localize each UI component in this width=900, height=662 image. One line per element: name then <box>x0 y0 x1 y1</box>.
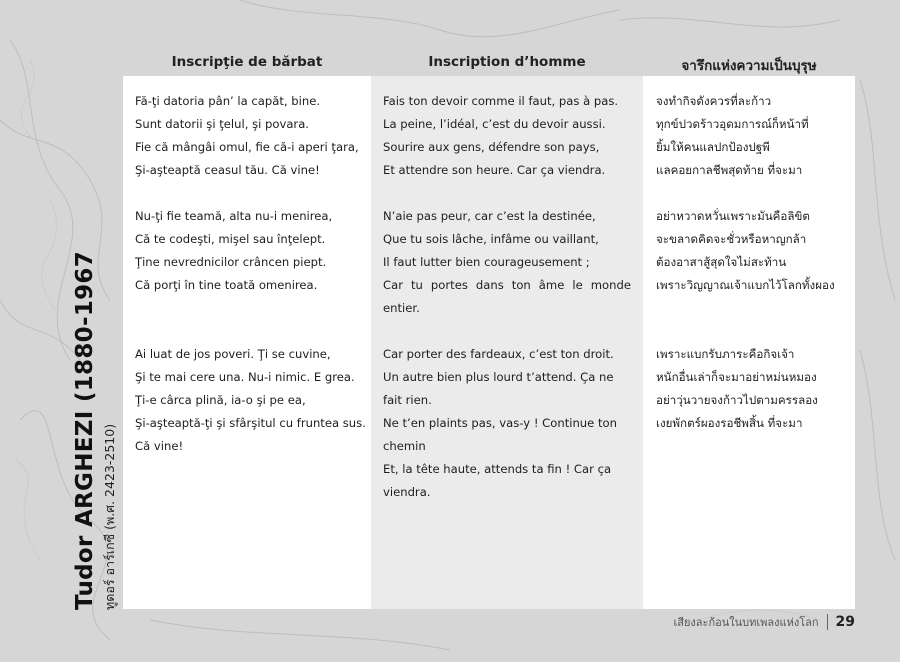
header-romanian: Inscripţie de bărbat <box>171 54 323 70</box>
column-french <box>371 76 643 609</box>
verse-line: Car tu portes dans ton âme le monde entier. <box>383 278 631 315</box>
verse-line: จะขลาดคิดจะชั่วหรือหาญกล้า <box>656 232 807 246</box>
verse-line: Fais ton devoir comme il faut, pas à pas. <box>383 94 619 108</box>
header-thai: จารึกแห่งความเป็นบุรุษ <box>681 58 817 74</box>
page-number: 29 <box>835 614 855 630</box>
verse-line: หนักอื่นเล่าก็จะมาอย่าหม่นหมอง <box>656 370 817 384</box>
verse-line: จงทำกิจดังควรที่ละก้าว <box>656 94 772 108</box>
verse-line: Ţine nevrednicilor crâncen piept. <box>135 255 327 269</box>
author-thai-name: ทูดอร์ อาร์เกซี (พ.ศ. 2423-2510) <box>102 423 117 610</box>
verse-line: Un autre bien plus lourd t’attend. Ça ne fait rien. <box>383 370 614 407</box>
column-thai <box>643 76 855 609</box>
header-french: Inscription d’homme <box>428 54 586 70</box>
verse-line: Şi-aşteaptă ceasul tău. Că vine! <box>135 163 320 177</box>
author-title <box>72 251 120 610</box>
verse-line: Et, la tête haute, attends ta fin ! Car ça viendra. <box>383 462 612 499</box>
stanza-2 <box>135 205 359 297</box>
verse-line: Că porţi în tine toată omenirea. <box>135 278 318 292</box>
verse-line: Car porter des fardeaux, c’est ton droit. <box>383 347 614 361</box>
verse-line: Il faut lutter bien courageusement ; <box>383 255 590 269</box>
stanza-1 <box>383 90 631 182</box>
verse-line: Que tu sois lâche, infâme ou vaillant, <box>383 232 599 246</box>
stanza-2 <box>656 205 843 297</box>
verse-line: Ai luat de jos poveri. Ţi se cuvine, <box>135 347 331 361</box>
author-name: Tudor ARGHEZI (1880-1967 <box>72 250 98 610</box>
verse-line: Ne t’en plaints pas, vas-y ! Continue ton chemin <box>383 416 617 453</box>
stanza-2 <box>383 205 631 320</box>
verse-line: La peine, l’idéal, c’est du devoir aussi. <box>383 117 606 131</box>
stanza-1 <box>656 90 843 182</box>
verse-line: Şi te mai cere una. Nu-i nimic. E grea. <box>135 370 355 384</box>
verse-line: Fă-ţi datoria pân’ la capăt, bine. <box>135 94 321 108</box>
stanza-3 <box>656 343 843 435</box>
stanza-3 <box>135 343 366 458</box>
column-romanian <box>123 76 371 609</box>
verse-line: เพราะวิญญาณเจ้าแบกไว้โลกทั้งผอง <box>656 278 835 292</box>
verse-line: Fie că mângâi omul, fie că-i aperi ţara, <box>135 140 359 154</box>
book-title: เสียงละก้อนในบทเพลงแห่งโลก <box>673 616 819 629</box>
verse-line: อย่าวุ่นวายจงก้าวไปตามครรลอง <box>656 393 818 407</box>
page-footer <box>674 613 855 631</box>
verse-line: Şi-aşteaptă-ţi şi sfârşitul cu fruntea sus. <box>135 416 366 430</box>
verse-line: เพราะแบกรับภาระคือกิจเจ้า <box>656 347 795 361</box>
verse-line: Că te codeşti, mişel sau înţelept. <box>135 232 326 246</box>
verse-line: ทุกข์ปวดร้าวอุดมการณ์ก็หน้าที่ <box>656 117 809 131</box>
footer-divider <box>827 614 828 630</box>
verse-line: Ţi-e cârca plină, ia-o şi pe ea, <box>135 393 306 407</box>
verse-line: N’aie pas peur, car c’est la destinée, <box>383 209 596 223</box>
verse-line: Sourire aux gens, défendre son pays, <box>383 140 600 154</box>
verse-line: Et attendre son heure. Car ça viendra. <box>383 163 606 177</box>
verse-line: ต้องอาสาสู้สุดใจไม่สะท้าน <box>656 255 787 269</box>
verse-line: Sunt datorii şi ţelul, şi povara. <box>135 117 309 131</box>
verse-line: ยิ้มให้คนแลปกป้องปฐพี <box>656 140 770 154</box>
verse-line: แลคอยกาลชีพสุดท้าย ที่จะมา <box>656 163 803 177</box>
stanza-3 <box>383 343 631 504</box>
verse-line: อย่าหวาดหวั่นเพราะมันคือลิขิต <box>656 209 810 223</box>
verse-line: เงยพักตร์ผองรอชีพสิ้น ที่จะมา <box>656 416 803 430</box>
stanza-1 <box>135 90 359 182</box>
verse-line: Nu-ţi fie teamă, alta nu-i menirea, <box>135 209 333 223</box>
verse-line: Că vine! <box>135 439 184 453</box>
